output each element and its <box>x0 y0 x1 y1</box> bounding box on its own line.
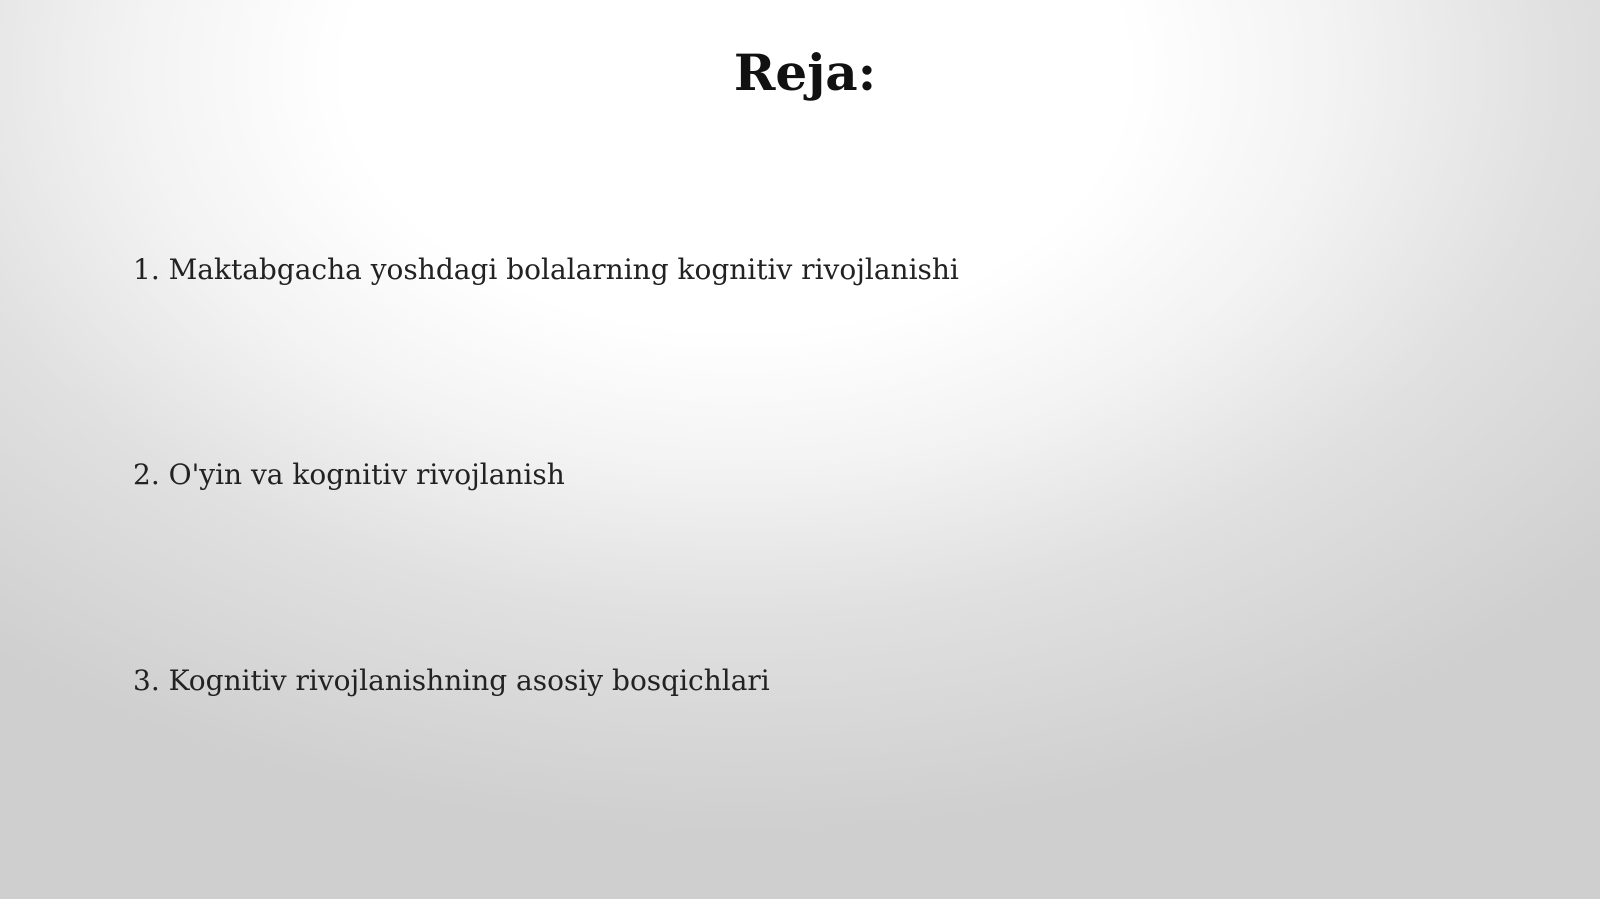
plan-item-2: 2. O'yin va kognitiv rivojlanish <box>133 458 565 491</box>
slide-title: Reja: <box>733 43 877 102</box>
plan-item-3: 3. Kognitiv rivojlanishning asosiy bosqichlari <box>133 664 770 697</box>
plan-list <box>133 0 1333 899</box>
plan-item-1: 1. Maktabgacha yoshdagi bolalarning kognitiv rivojlanishi <box>133 253 959 286</box>
